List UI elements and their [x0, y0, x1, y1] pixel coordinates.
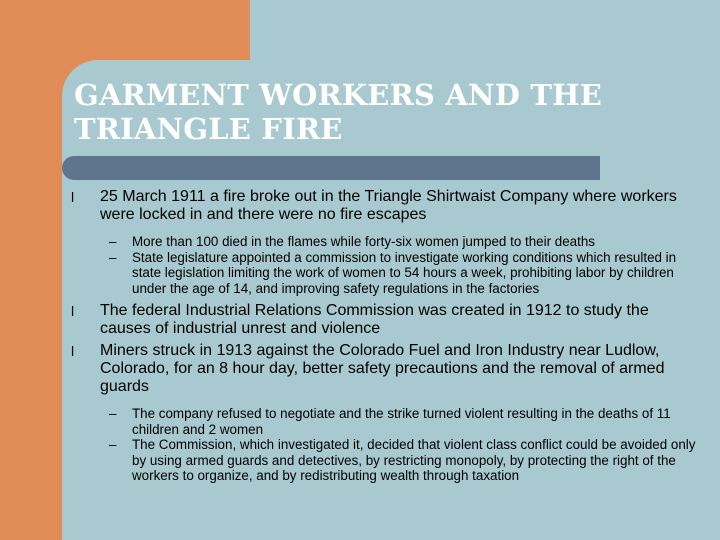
sub-bullet-text: The Commission, which investigated it, decided that violent class conflict could be avoided only by using armed guards and detectives, by restricting monopoly, by protecting the right of the workers to organize, and by redistributing wealth through taxation [132, 437, 696, 483]
title-line-1: GARMENT WORKERS AND THE [74, 78, 603, 112]
bullet-item [68, 302, 698, 338]
bullet-item [68, 188, 698, 224]
title-underline-bar [62, 156, 600, 180]
bullet-marker: l [71, 189, 75, 205]
slide-title [74, 78, 634, 146]
sub-bullet-text: The company refused to negotiate and the strike turned violent resulting in the deaths of 11 children and 2 women [132, 406, 671, 437]
sub-bullet-item [68, 437, 698, 484]
bullet-text: The federal Industrial Relations Commission was created in 1912 to study the causes of industrial unrest and violence [100, 302, 649, 337]
bullet-marker: l [71, 303, 75, 319]
sub-bullet-text: More than 100 died in the flames while forty-six women jumped to their deaths [132, 234, 595, 249]
dash-marker: – [109, 249, 117, 265]
bullet-marker: l [71, 343, 75, 359]
bullet-text: Miners struck in 1913 against the Colorado Fuel and Iron Industry near Ludlow, Colorado, for an 8 hour day, better safety precautions and the removal of armed guards [100, 342, 665, 395]
bullet-item [68, 342, 698, 396]
dash-marker: – [109, 406, 117, 421]
slide-content [68, 188, 698, 484]
sub-bullet-item [68, 234, 698, 250]
sub-bullet-item [68, 250, 698, 297]
dash-marker: – [109, 234, 117, 249]
sub-bullet-text: State legislature appointed a commission to investigate working conditions which resulted in state legislation limiting the work of women to 54 hours a week, prohibiting labor by children under the age of 14, and improving safety regulations in the factories [132, 249, 677, 296]
dash-marker: – [109, 437, 117, 452]
bullet-text: 25 March 1911 a fire broke out in the Triangle Shirtwaist Company where workers were locked in and there were no fire escapes [100, 188, 677, 223]
decorative-orange-stripe [0, 0, 62, 540]
title-line-2: TRIANGLE FIRE [74, 112, 343, 146]
sub-bullet-item [68, 406, 698, 437]
